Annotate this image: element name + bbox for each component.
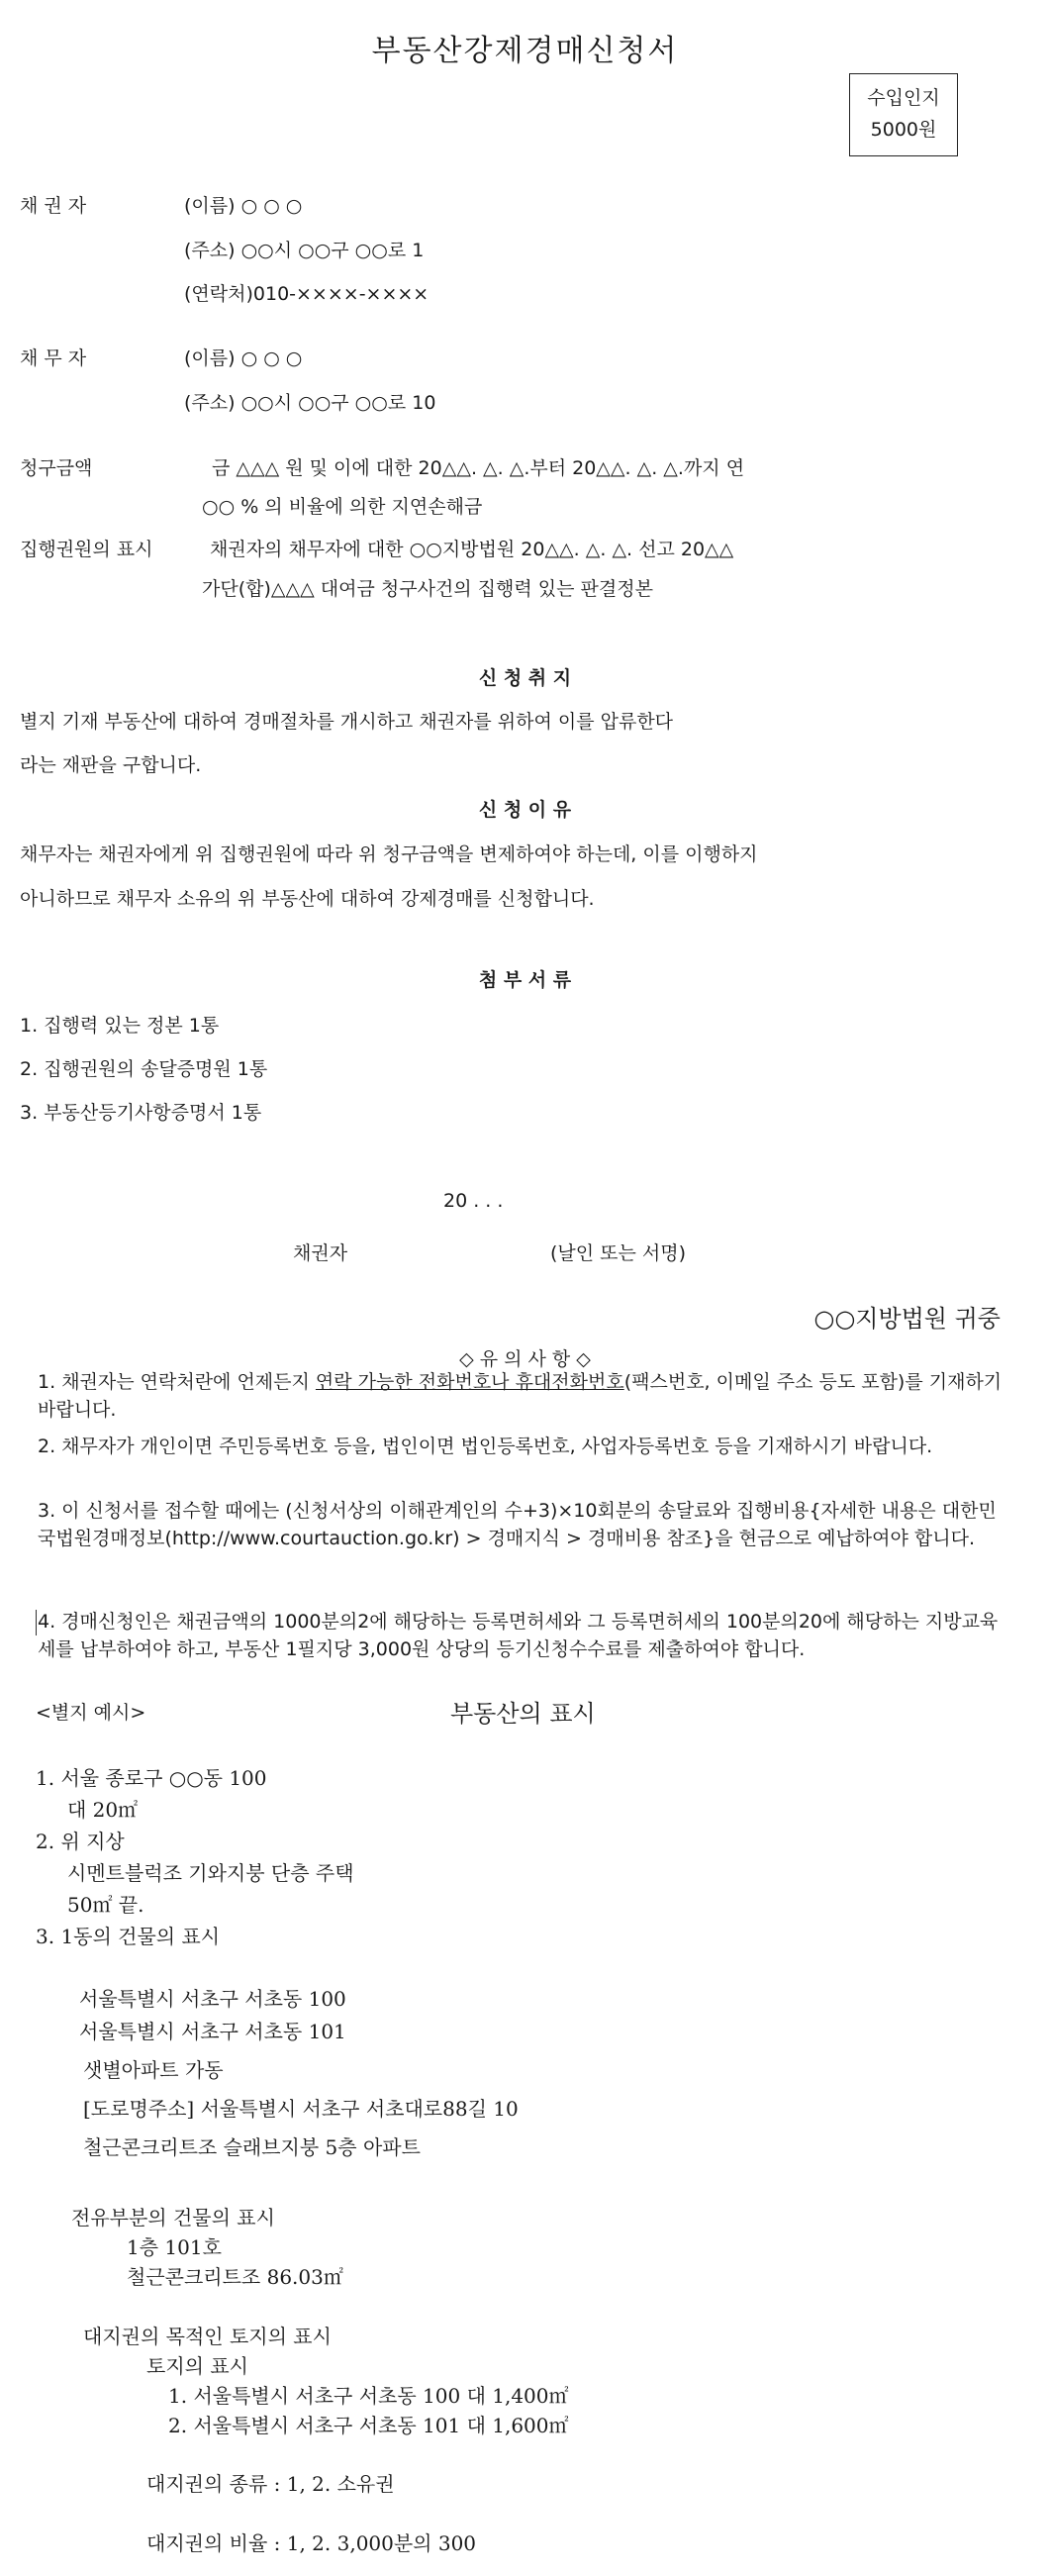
execution-title-line1: 채권자의 채무자에 대한 ○○지방법원 20△△. △. △. 선고 20△△ [210, 539, 734, 560]
note-4: 4. 경매신청인은 채권금액의 1000분의2에 해당하는 등록면허세와 그 등록면허세의 100분의20에 해당하는 지방교육세를 납부하여야 하고, 부동산 1필지당 3,000원 상당의 등기신청수수료를 제출하여야 합니다. [38, 1611, 999, 1660]
building-address-1: 서울특별시 서초구 서초동 100 [79, 1987, 346, 2011]
building-name: 샛별아파트 가동 [83, 2058, 224, 2082]
purpose-line1: 별지 기재 부동산에 대하여 경매절차를 개시하고 채권자를 위하여 이를 압류한다 [20, 711, 674, 733]
land-item-2: 2. 서울특별시 서초구 서초동 101 대 1,600㎡ [168, 2414, 569, 2437]
creditor-address: (주소) ○○시 ○○구 ○○로 1 [184, 240, 425, 261]
note-1 [38, 1368, 1012, 1424]
building-address-2: 서울특별시 서초구 서초동 101 [79, 2020, 346, 2043]
building-structure: 철근콘크리트조 슬래브지붕 5층 아파트 [83, 2135, 421, 2159]
exclusive-part-structure: 철근콘크리트조 86.03㎡ [127, 2265, 343, 2289]
revenue-stamp-box [849, 73, 958, 156]
claim-label: 청구금액 [20, 457, 93, 479]
land-item-1: 1. 서울특별시 서초구 서초동 100 대 1,400㎡ [168, 2384, 569, 2408]
appendix-example-label: <별지 예시> [36, 1702, 146, 1724]
note-1-text: 채권자는 연락처란에 언제든지 [61, 1371, 316, 1393]
seal-or-signature: (날인 또는 서명) [550, 1242, 687, 1264]
stamp-label: 수입인지 [867, 87, 940, 109]
property-1-detail: 대 20㎡ [67, 1798, 139, 1822]
property-2-area: 50㎡ 끝. [67, 1893, 144, 1917]
debtor-label: 채 무 자 [20, 347, 87, 369]
creditor-label: 채 권 자 [20, 195, 87, 217]
document-title: 부동산강제경매신청서 [371, 34, 679, 68]
debtor-name: (이름) ○ ○ ○ [184, 347, 303, 369]
land-subheading: 토지의 표시 [146, 2354, 248, 2378]
reason-line2: 아니하므로 채무자 소유의 위 부동산에 대하여 강제경매를 신청합니다. [20, 888, 595, 910]
note-2: 2. 채무자가 개인이면 주민등록번호 등을, 법인이면 법인등록번호, 사업자등록번호 등을 기재하시기 바랍니다. [38, 1436, 933, 1457]
date-line: 20 . . . [443, 1190, 504, 1212]
purpose-line2: 라는 재판을 구합니다. [20, 754, 202, 776]
exclusive-part-unit: 1층 101호 [127, 2235, 222, 2259]
property-1: 1. 서울 종로구 ○○동 100 [36, 1766, 267, 1790]
execution-title-line2: 가단(합)△△△ 대여금 청구사건의 집행력 있는 판결정본 [202, 578, 653, 600]
note-1-rest: (팩스번호, 이메일 주소 등도 포함)를 기재하기 바랍니다. [38, 1371, 1002, 1421]
note-1-underlined: 연락 가능한 전화번호나 휴대전화번호 [315, 1371, 624, 1393]
signature-label: 채권자 [293, 1242, 348, 1264]
purpose-heading: 신 청 취 지 [478, 667, 572, 689]
land-right-heading: 대지권의 목적인 토지의 표시 [83, 2325, 332, 2348]
creditor-name: (이름) ○ ○ ○ [184, 195, 303, 217]
execution-title-label: 집행권원의 표시 [20, 539, 153, 560]
debtor-address: (주소) ○○시 ○○구 ○○로 10 [184, 392, 436, 414]
property-3: 3. 1동의 건물의 표시 [36, 1925, 221, 1948]
attachments-heading: 첨 부 서 류 [478, 969, 572, 991]
text-cursor [36, 1610, 37, 1635]
land-right-type: 대지권의 종류 : 1, 2. 소유권 [146, 2472, 395, 2496]
attachment-item: 2. 집행권원의 송달증명원 1통 [20, 1058, 268, 1080]
attachment-item: 1. 집행력 있는 정본 1통 [20, 1015, 220, 1037]
note-3: 3. 이 신청서를 접수할 때에는 (신청서상의 이해관계인의 수+3)×10회분의 송달료와 집행비용{자세한 내용은 대한민국법원경매정보(http://www.courtauction.go.kr) > 경매지식 > 경매비용 참조}을 현금으로 예납하여야 합니다. [38, 1500, 997, 1549]
property-2: 2. 위 지상 [36, 1830, 125, 1853]
building-road-address: [도로명주소] 서울특별시 서초구 서초대로88길 10 [83, 2097, 519, 2121]
notes-heading: ◇ 유 의 사 항 ◇ [459, 1348, 591, 1370]
property-2-structure: 시멘트블럭조 기와지붕 단층 주택 [67, 1861, 354, 1885]
claim-line1: 금 △△△ 원 및 이에 대한 20△△. △. △.부터 20△△. △. △.까지 연 [212, 457, 745, 479]
court-addressee: ○○지방법원 귀중 [813, 1305, 1001, 1333]
claim-line2: ○○ % 의 비율에 의한 지연손해금 [202, 496, 483, 518]
creditor-contact: (연락처)010-××××-×××× [184, 283, 430, 305]
appendix-title: 부동산의 표시 [450, 1700, 596, 1728]
stamp-amount: 5000원 [870, 119, 937, 141]
attachment-item: 3. 부동산등기사항증명서 1통 [20, 1102, 262, 1124]
land-right-ratio: 대지권의 비율 : 1, 2. 3,000분의 300 [146, 2531, 477, 2555]
reason-line1: 채무자는 채권자에게 위 집행권원에 따라 위 청구금액을 변제하여야 하는데, 이를 이행하지 [20, 843, 758, 865]
note-1-number: 1. [38, 1371, 56, 1393]
reason-heading: 신 청 이 유 [478, 799, 572, 821]
exclusive-part-heading: 전유부분의 건물의 표시 [71, 2206, 275, 2229]
